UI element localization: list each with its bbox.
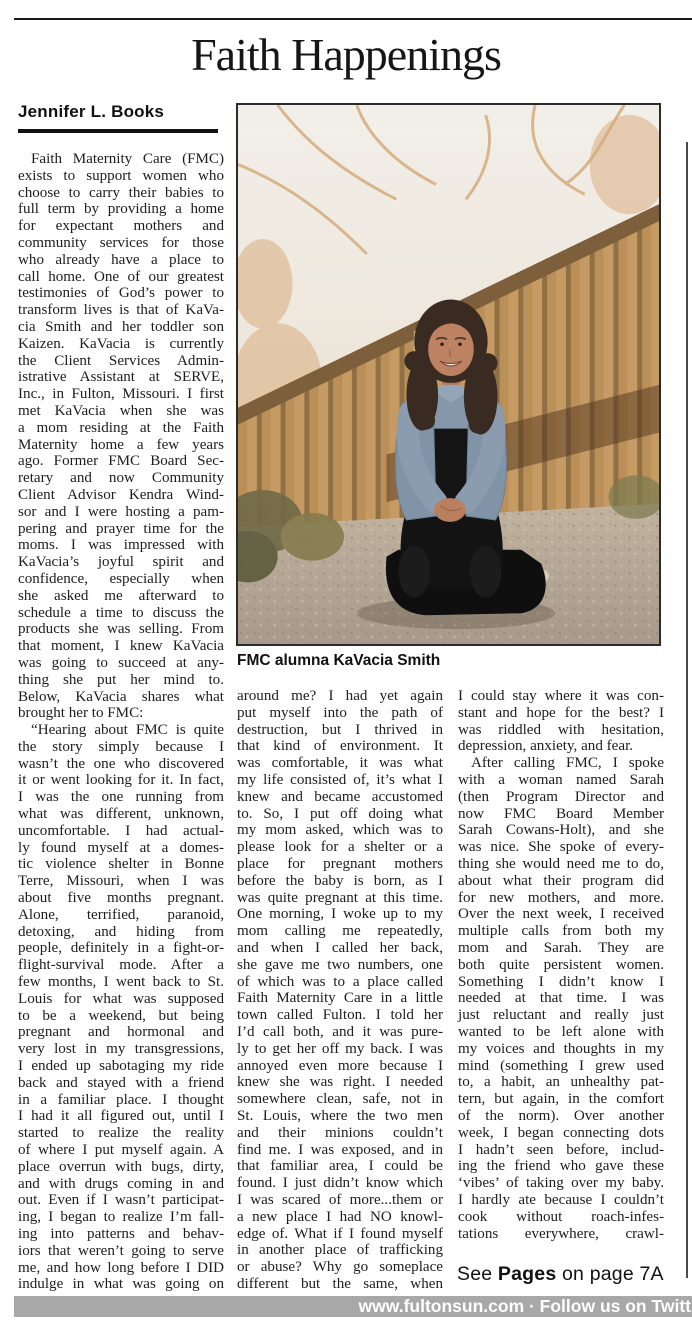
text-line: ago. Former FMC Board Sec- (18, 453, 224, 470)
text-line: annoyed even more because I (237, 1057, 443, 1074)
text-line: town called Fulton. I told her (237, 1007, 443, 1024)
text-line: KaVacia’s joyful spirit and (18, 554, 224, 571)
text-line: tations everywhere, crawl- (458, 1225, 664, 1242)
text-line: in a familiar place. I thought (18, 1091, 224, 1108)
text-line: mom and Sarah. They are (458, 939, 664, 956)
text-line: my voices and thoughts in my (458, 1040, 664, 1057)
text-line: I ended up sabotaging my ride (18, 1058, 224, 1075)
article-column-1 (18, 151, 224, 1293)
text-line: destruction, but I thrived in (237, 721, 443, 738)
text-line: I was the one running from (18, 789, 224, 806)
text-line: mind (something I grew used (458, 1057, 664, 1074)
text-line: and when I called her back, (237, 939, 443, 956)
text-line: uncomfortable. I had actual- (18, 822, 224, 839)
text-line: knew and became accustomed (237, 788, 443, 805)
text-line: people, definitely in a fight-or- (18, 940, 224, 957)
text-line: wanted to be left alone with (458, 1023, 664, 1040)
text-line: cook without roach-infes- (458, 1208, 664, 1225)
text-line: sor and I were hosting a pam- (18, 503, 224, 520)
text-line: different but the same, when (237, 1275, 443, 1292)
text-line: to be a weekend, but being (18, 1007, 224, 1024)
text-line: I had it all figured out, until I (18, 1108, 224, 1125)
text-line: pregnant and hormonal and (18, 1024, 224, 1041)
column-divider-rule (686, 142, 688, 1278)
text-line: One morning, I woke up to my (237, 906, 443, 923)
continuation-post: on page 7A (556, 1263, 664, 1285)
page-title: Faith Happenings (191, 29, 501, 80)
text-line: thing she would need me to do, (458, 855, 664, 872)
text-line: stant and hope for the best? I (458, 704, 664, 721)
text-line: thing she put her mind to. (18, 671, 224, 688)
text-line: Louis for what was supposed (18, 990, 224, 1007)
text-line: ‘vibes’ of taking over my baby. (458, 1175, 664, 1192)
face (428, 322, 474, 376)
text-line: the story simply because I (18, 738, 224, 755)
text-line: she gave me two numbers, one (237, 956, 443, 973)
text-line: cia Smith and her toddler son (18, 318, 224, 335)
text-line: find me. I was exposed, and in (237, 1141, 443, 1158)
text-line: I’d call both, and it was pure- (237, 1023, 443, 1040)
text-line: ly to get her off my back. I was (237, 1040, 443, 1057)
text-line: After calling FMC, I spoke (471, 755, 664, 772)
article-column-3 (458, 688, 664, 1242)
text-line: somewhere clean, safe, not in (237, 1091, 443, 1108)
text-line: ly found myself at a domes- (18, 839, 224, 856)
text-line: now FMC Board Member (458, 805, 664, 822)
article-photo (236, 103, 661, 646)
text-line: Client Advisor Kendra Wind- (18, 486, 224, 503)
text-line: in another place of trafficking (237, 1242, 443, 1259)
text-line: just reluctant and really just (458, 1007, 664, 1024)
text-line: istrative Assistant at SERVE, (18, 369, 224, 386)
text-line: exists to support women who (18, 167, 224, 184)
text-line: needed at that time. I was (458, 990, 664, 1007)
text-line: before the baby is born, as I (237, 872, 443, 889)
text-line: of which was to a place called (237, 973, 443, 990)
text-line: ing, I began to realize I’m fall- (18, 1209, 224, 1226)
text-line: (then Program Director and (458, 788, 664, 805)
text-line: I could stay where it was con- (458, 688, 664, 704)
text-line: with a woman named Sarah (458, 771, 664, 788)
photo-illustration (238, 105, 659, 644)
text-line: or abuse? Why go someplace (237, 1259, 443, 1276)
text-line: that familiar area, I could be (237, 1158, 443, 1175)
text-line: schedule a time to discuss the (18, 604, 224, 621)
text-line: I hardly ate because I couldn’t (458, 1191, 664, 1208)
text-line: Maternity home a few years (18, 436, 224, 453)
text-line: week, I began connecting dots (458, 1124, 664, 1141)
text-line: Faith Maternity Care (FMC) (31, 151, 224, 167)
text-line: back and stayed with a friend (18, 1074, 224, 1091)
text-line: that kind of environment. It (237, 738, 443, 755)
text-line: met KaVacia when she was (18, 402, 224, 419)
text-line: for expectant mothers and (18, 218, 224, 235)
text-line: was riddled with hesitation, (458, 721, 664, 738)
text-line: both quite persistent women. (458, 956, 664, 973)
text-line: community services for those (18, 234, 224, 251)
text-line: out. Even if I wasn’t participat- (18, 1192, 224, 1209)
text-line: ing into patterns and behav- (18, 1226, 224, 1242)
continuation-pre: See (457, 1263, 498, 1285)
text-line: and with drugs coming in and (18, 1175, 224, 1192)
text-line: very lost in my transgressions, (18, 1041, 224, 1058)
text-line: iors that weren’t going to serve (18, 1242, 224, 1259)
text-line: put myself into the path of (237, 704, 443, 721)
text-line: pering and prayer time for the (18, 520, 224, 537)
text-line: testimonies of God’s power to (18, 285, 224, 302)
text-line: of the norm). Over another (458, 1107, 664, 1124)
text-line: St. Louis, where the two men (237, 1107, 443, 1124)
text-line: was comfortable, it was what (237, 755, 443, 772)
text-line: place overrun with bugs, dirty, (18, 1158, 224, 1175)
text-line: place for pregnant mothers (237, 855, 443, 872)
text-line: about what their program did (458, 872, 664, 889)
text-line: depression, anxiety, and fear. (458, 738, 634, 755)
text-line: to. So, I put off doing what (237, 805, 443, 822)
text-line: tern, but again, in the comfort (458, 1091, 664, 1108)
text-line: mom calling me repeatedly, (237, 923, 443, 940)
website-banner: www.fultonsun.com · Follow us on Twitt (14, 1296, 692, 1317)
byline: Jennifer L. Books (18, 102, 165, 121)
top-rule (14, 18, 692, 20)
text-line: wasn’t the one who discovered (18, 755, 224, 772)
text-line: choose to carry their babies to (18, 184, 224, 201)
text-line: Something I didn’t know I (458, 973, 664, 990)
text-line: that moment, I knew KaVacia (18, 638, 224, 655)
text-line: around me? I had yet again (237, 688, 443, 704)
continuation-page-label: Pages (497, 1263, 557, 1285)
text-line: a mom residing at the Faith (18, 419, 224, 436)
text-line: moms. I was impressed with (18, 537, 224, 554)
text-line: transform lives is that of KaVa- (18, 302, 224, 319)
text-line: brought her to FMC: (18, 705, 144, 722)
text-line: few months, I went back to St. (18, 974, 224, 991)
text-line: was nice. She spoke of every- (458, 839, 664, 856)
text-line: my life consisted of, it’s what I (237, 771, 443, 788)
text-line: confidence, especially when (18, 570, 224, 587)
text-line: edge of. What if I found myself (237, 1225, 443, 1242)
text-line: I hadn’t seen before, includ- (458, 1141, 664, 1158)
byline-rule (18, 129, 218, 133)
text-line: Kaizen. KaVacia is currently (18, 335, 224, 352)
text-line: me, and how long before I DID (18, 1259, 224, 1276)
text-line: I was scared of more...them or (237, 1191, 443, 1208)
text-line: what was different, unknown, (18, 806, 224, 823)
text-line: she asked me afterward to (18, 587, 224, 604)
text-line: and their minions couldn’t (237, 1124, 443, 1141)
text-line: knew she was right. I needed (237, 1074, 443, 1091)
text-line: products she was selling. From (18, 621, 224, 638)
text-line: it or went looking for it. In fact, (18, 772, 224, 789)
text-line: my mom asked, which was to (237, 822, 443, 839)
text-line: Alone, terrified, paranoid, (18, 906, 224, 923)
text-line: please look for a shelter or a (237, 839, 443, 856)
text-line: full term by providing a home (18, 201, 224, 218)
text-line: Below, KaVacia shares what (18, 688, 224, 705)
continuation-note (457, 1263, 664, 1286)
text-line: for new mothers, and more. (458, 889, 664, 906)
text-line: of where I put myself again. A (18, 1142, 224, 1159)
text-line: a new place I had NO knowl- (237, 1208, 443, 1225)
text-line: flight-survival mode. After a (18, 957, 224, 974)
text-line: started to realize the reality (18, 1125, 224, 1142)
text-line: to, a habit, an unhealthy pat- (458, 1074, 664, 1091)
text-line: was quite pregnant at this time. (237, 889, 443, 906)
text-line: Terre, Missouri, when I was (18, 873, 224, 890)
text-line: Faith Maternity Care in a little (237, 990, 443, 1007)
text-line: multiple calls from both my (458, 923, 664, 940)
text-line: tic violence shelter in Bonne (18, 856, 224, 873)
text-line: was going to succeed at any- (18, 654, 224, 671)
text-line: Inc., in Fulton, Missouri. I first (18, 386, 224, 403)
text-line: Over the next week, I received (458, 906, 664, 923)
text-line: Sarah Cowans-Holt), and she (458, 822, 664, 839)
text-line: call home. One of our greatest (18, 268, 224, 285)
text-line: ing the friend who gave these (458, 1158, 664, 1175)
text-line: retary and now Community (18, 470, 224, 487)
text-line: found. I just didn’t know which (237, 1175, 443, 1192)
text-line: the Client Services Admin- (18, 352, 224, 369)
text-line: about five months pregnant. (18, 890, 224, 907)
photo-caption: FMC alumna KaVacia Smith (237, 652, 441, 669)
text-line: detoxing, and hiding from (18, 923, 224, 940)
text-line: who already have a place to (18, 251, 224, 268)
article-column-2 (237, 688, 443, 1293)
text-line: “Hearing about FMC is quite (31, 722, 224, 739)
text-line: indulge in what was going on (18, 1276, 224, 1293)
